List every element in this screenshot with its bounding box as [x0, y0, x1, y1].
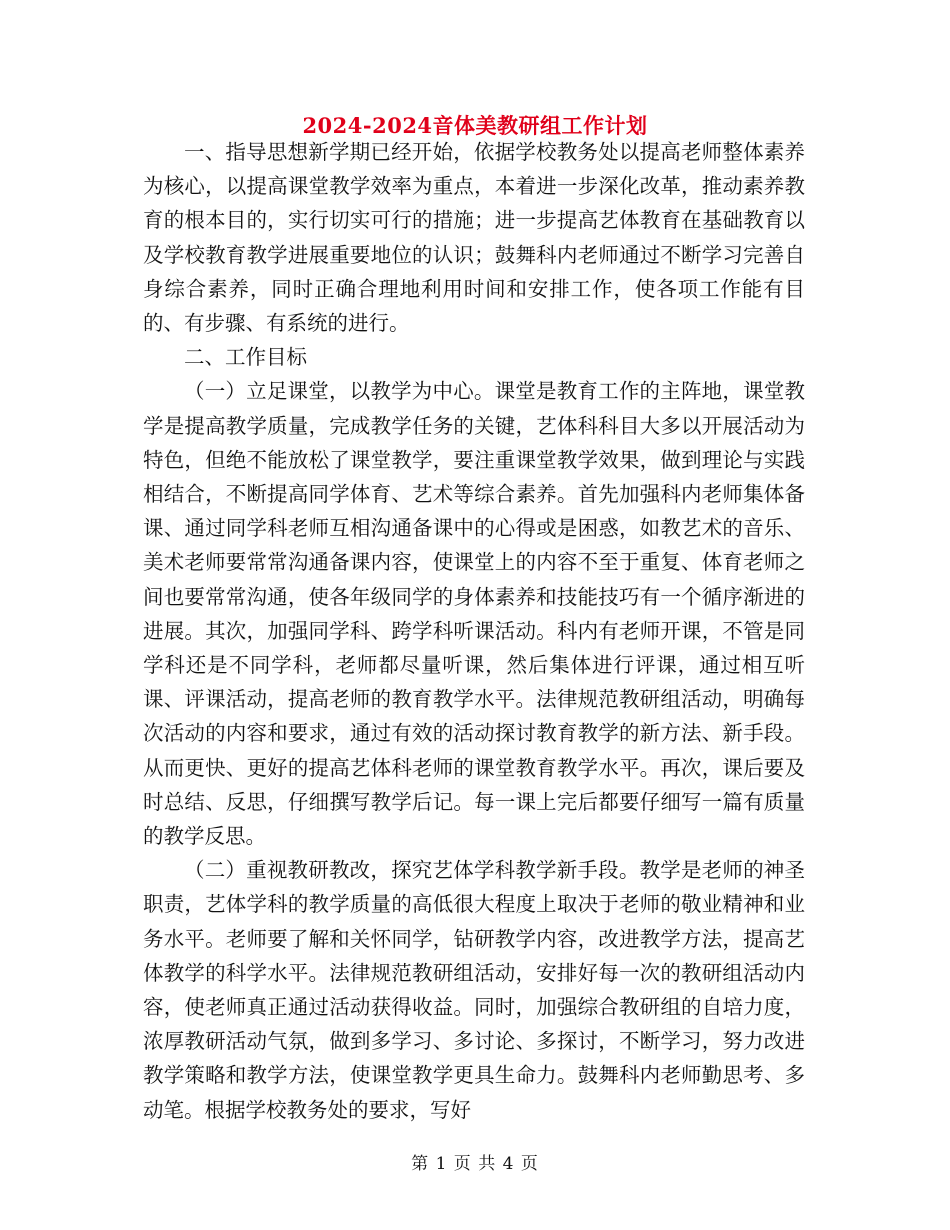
paragraph-goal-one: （一）立足课堂，以教学为中心。课堂是教育工作的主阵地，课堂教学是提高教学质量，完成教学任务的关键，艺体科科目大多以开展活动为特色，但绝不能放松了课堂教学，要注重课堂教学效果，做到理论与实践相结合，不断提高同学体育、艺术等综合素养。首先加强科内老师集体备课、通过同学科老师互相沟通备课中的心得或是困惑，如教艺术的音乐、美术老师要常常沟通备课内容，使课堂上的内容不至于重复、体育老师之间也要常常沟通，使各年级同学的身体素养和技能技巧有一个循序渐进的进展。其次，加强同学科、跨学科听课活动。科内有老师开课，不管是同学科还是不同学科，老师都尽量听课，然后集体进行评课，通过相互听课、评课活动，提高老师的教育教学水平。法律规范教研组活动，明确每次活动的内容和要求，通过有效的活动探讨教育教学的新方法、新手段。从而更快、更好的提高艺体科老师的课堂教育教学水平。再次，课后要及时总结、反思，仔细撰写教学后记。每一课上完后都要仔细写一篇有质量的教学反思。 — [143, 379, 805, 849]
page-number-footer: 第 1 页 共 4 页 — [411, 1154, 539, 1174]
paragraph-guiding-ideology: 一、指导思想新学期已经开始，依据学校教务处以提高老师整体素养为核心，以提高课堂教学效率为重点，本着进一步深化改革，推动素养教育的根本目的，实行切实可行的措施；进一步提高艺体教育在基础教育以及学校教育教学进展重要地位的认识；鼓舞科内老师通过不断学习完善自身综合素养，同时正确合理地利用时间和安排工作，使各项工作能有目的、有步骤、有系统的进行。 — [143, 140, 805, 336]
paragraph-goal-two: （二）重视教研教改，探究艺体学科教学新手段。教学是老师的神圣职责，艺体学科的教学质量的高低很大程度上取决于老师的敬业精神和业务水平。老师要了解和关怀同学，钻研教学内容，改进教学方法，提高艺体教学的科学水平。法律规范教研组活动，安排好每一次的教研组活动内容，使老师真正通过活动获得收益。同时，加强综合教研组的自培力度，浓厚教研活动气氛，做到多学习、多讨论、多探讨，不断学习，努力改进教学策略和教学方法，使课堂教学更具生命力。鼓舞科内老师勤思考、多动笔。根据学校教务处的要求，写好 — [143, 858, 805, 1122]
document-body — [143, 135, 805, 1127]
heading-work-goals: 二、工作目标 — [184, 345, 307, 370]
document-title: 2024-2024音体美教研组工作计划 — [302, 113, 648, 138]
